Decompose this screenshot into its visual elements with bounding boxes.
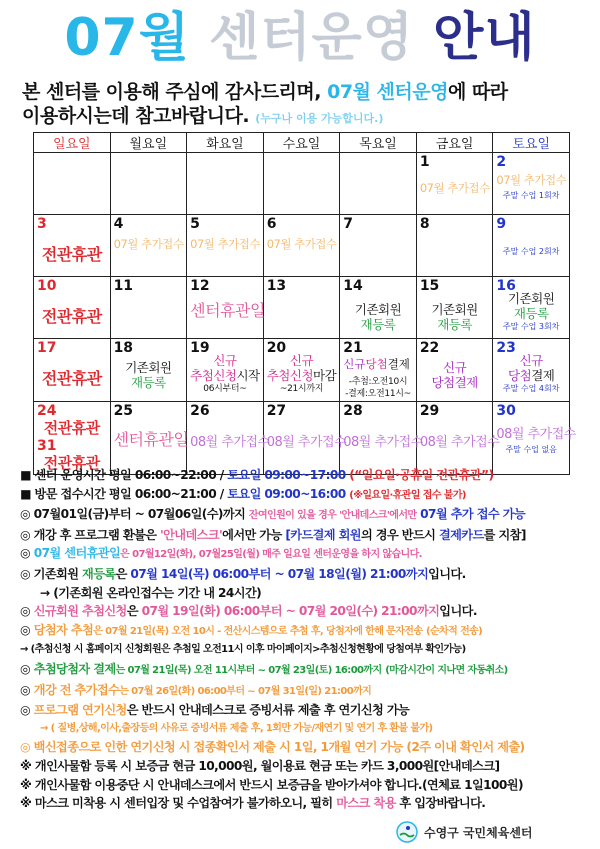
- title-month: 07월: [64, 8, 190, 68]
- day-cell: [263, 277, 340, 339]
- day-event: 전관휴관: [43, 419, 100, 437]
- calendar-table: [33, 132, 576, 475]
- notice-lottery: ◎ 신규회원 추첨신청은 07월 19일(화) 06:00부터 ~ 07월 20일(수) 21:00까지입니다.: [20, 604, 477, 619]
- notice-postpone: ◎ 프로그램 연기신청은 반드시 안내데스크로 증빙서류 제출 후 연기신청 가능: [20, 703, 410, 718]
- week-row: [34, 402, 570, 475]
- day-event: 신규: [213, 353, 237, 368]
- day-event: 당첨결제: [508, 368, 555, 383]
- weekday-wed: 수요일: [263, 133, 340, 153]
- day-cell-empty: [34, 153, 111, 215]
- day-event: 08월 추가접수: [419, 435, 500, 450]
- day-event: 재등록: [130, 375, 166, 390]
- day-number: 19: [190, 340, 210, 356]
- day-number: 1: [419, 154, 430, 170]
- day-number: 3: [37, 216, 47, 232]
- day-event-time: -추첨:오전10시: [348, 377, 408, 387]
- day-event: 07월 추가접수: [266, 237, 337, 251]
- day-cell: [34, 402, 111, 475]
- day-event: 신규: [289, 353, 314, 368]
- weekday-mon: 월요일: [110, 133, 187, 153]
- intro-line2: 이용하시는데 참고바랍니다. (누구나 이용 가능합니다.): [22, 105, 384, 127]
- day-cell: [416, 277, 493, 339]
- day-event: 전관휴관: [41, 369, 102, 388]
- day-number: 24: [37, 403, 57, 419]
- day-cell-empty: [340, 153, 417, 215]
- weekday-sun: 일요일: [34, 133, 111, 153]
- notice-reception: ■ 방문 접수시간 평일 06:00~21:00 / 토요일 09:00~16:00 (※일요일·휴관일 접수 불가): [20, 486, 466, 501]
- day-cell: [340, 277, 417, 339]
- day-number: 7: [343, 216, 353, 232]
- notice-locker-return: ※ 개인사물함 이용중단 시 안내데스크에서 반드시 보증금을 받아가셔야 합니다.(연체료 1일100원): [20, 777, 523, 792]
- day-number: 16: [496, 278, 516, 294]
- day-event: 재등록: [360, 317, 396, 332]
- day-number: 23: [496, 340, 516, 356]
- day-cell: [34, 339, 111, 402]
- day-number: 30: [496, 403, 516, 419]
- day-number: 31: [37, 438, 57, 454]
- weekday-thu: 목요일: [340, 133, 417, 153]
- day-event-time: ~21시까지: [279, 384, 324, 394]
- day-number: 22: [419, 340, 440, 356]
- day-number: 14: [343, 278, 363, 294]
- day-event: 07월 추가접수: [190, 237, 260, 251]
- day-event: 전관휴관: [41, 245, 102, 264]
- day-event: 기존회원: [431, 302, 478, 317]
- notice-closed-days: ◎ 07월 센터휴관일은 07월12일(화), 07월25일(월) 매주 일요일 센터운영을 하지 않습니다.: [20, 546, 422, 561]
- week-row: [34, 277, 570, 339]
- day-number: 27: [266, 403, 287, 419]
- day-event: 기존회원: [354, 302, 402, 317]
- day-number: 10: [37, 278, 57, 294]
- day-cell: [416, 402, 500, 475]
- day-event: 08월 추가접수: [190, 435, 270, 450]
- notice-payment: ◎ 추첨당첨자 결제는 07월 21일(목) 오전 11시부터 ~ 07월 23일(토) 16:00까지 (마감시간이 지나면 자동취소): [20, 661, 508, 676]
- footer-logo: [396, 820, 596, 844]
- day-cell: [263, 339, 340, 402]
- day-number: 20: [266, 340, 287, 356]
- day-class: 주말 수업 2회차: [502, 247, 560, 256]
- day-number: 6: [266, 216, 277, 232]
- day-number: 13: [266, 278, 287, 294]
- day-cell: [493, 339, 570, 402]
- day-cell: [340, 215, 417, 277]
- notice-late-reg: ◎ 개강 전 추가접수는 07월 26일(화) 06:00부터 ~ 07월 31일(일) 21:00까지: [20, 682, 372, 697]
- day-event: 센터휴관일: [113, 430, 189, 449]
- day-event: 재등록: [513, 306, 549, 321]
- day-cell: [110, 277, 187, 339]
- day-event: 07월 추가접수: [496, 173, 567, 187]
- day-event-time: -결제:오전11시~: [345, 389, 411, 399]
- day-number: 2: [496, 154, 507, 170]
- day-number: 4: [113, 216, 124, 232]
- day-event: 재등록: [437, 317, 472, 332]
- day-event: 전관휴관: [43, 454, 100, 472]
- day-cell-empty: [110, 153, 187, 215]
- day-event: 당첨결제: [431, 375, 478, 390]
- day-event: 신규: [519, 353, 543, 368]
- day-class: 주말 수업 없음: [505, 445, 557, 454]
- day-event: 추첨신청마감: [266, 368, 337, 383]
- day-cell: [263, 215, 340, 277]
- day-cell: [493, 215, 570, 277]
- day-cell: [493, 402, 576, 475]
- day-cell: [493, 277, 570, 339]
- day-cell-empty: [263, 153, 340, 215]
- day-number: 5: [190, 216, 200, 232]
- day-event-time: 06시부터~: [203, 384, 247, 394]
- day-class: 주말 수업 3회차: [502, 322, 560, 331]
- day-event: 신규: [443, 360, 467, 375]
- weekday-fri: 금요일: [416, 133, 493, 153]
- week-row: [34, 339, 570, 402]
- notice-rereg: ◎ 기존회원 재등록은 07월 14일(목) 06:00부터 ~ 07월 18일(월) 21:00까지입니다.: [20, 566, 466, 581]
- day-number: 29: [419, 403, 440, 419]
- notice-draw: ◎ 당첨자 추첨은 07월 21일(목) 오전 10시 - 전산시스템으로 추첨 후, 당첨자에 한해 문자전송 (순차적 전송): [20, 622, 483, 637]
- day-event: 07월 추가접수: [419, 181, 490, 195]
- notice-vaccine: ◎ 백신접종으로 인한 연기신청 시 접종확인서 제출 시 1일, 1개월 연기 가능 (2주 이내 확인서 제출): [20, 740, 525, 755]
- day-event: 08월 추가접수: [496, 427, 576, 442]
- day-event: 기존회원: [125, 360, 172, 375]
- day-class: 주말 수업 1회차: [502, 191, 560, 200]
- day-number: 18: [113, 340, 134, 356]
- notice-online: → (기존회원 온라인접수는 기간 내 24시간): [40, 585, 262, 600]
- day-event: 센터휴관일: [190, 301, 265, 320]
- day-number: 26: [190, 403, 210, 419]
- notice-homepage: → (추첨신청 시 홈페이지 신청회원은 추첨일 오전11시 이후 마이페이지>추첨신청현황에 당첨여부 확인가능): [20, 644, 466, 656]
- day-number: 9: [496, 216, 507, 232]
- day-cell: [34, 215, 111, 277]
- day-cell: [187, 339, 264, 402]
- day-event: 07월 추가접수: [113, 237, 184, 251]
- day-cell-empty: [187, 153, 264, 215]
- day-cell: [34, 277, 111, 339]
- day-event: 기존회원: [508, 291, 555, 306]
- day-cell: [416, 339, 493, 402]
- day-cell: [110, 215, 187, 277]
- notice-locker: ※ 개인사물함 등록 시 보증금 현금 10,000원, 월이용료 현금 또는 카드 3,000원[안내데스크]: [20, 758, 500, 773]
- week-row: [34, 153, 570, 215]
- notice-refund: ◎ 개강 후 프로그램 환불은 '안내데스크'에서만 가능 [카드결제 회원의 경우 반드시 결제카드를 지참]: [20, 527, 526, 542]
- notice-postpone-detail: → ( 질병,상해,이사,출장등의 사유로 증빙서류 제출 후, 1회만 가능/재연기 및 연기 후 환불 불가): [40, 722, 433, 734]
- day-cell: [263, 402, 347, 475]
- day-class: 주말 수업 4회차: [502, 384, 560, 393]
- title-notice: 안내: [433, 8, 536, 68]
- week-row: [34, 215, 570, 277]
- day-number: 28: [343, 403, 363, 419]
- day-number: 8: [419, 216, 430, 232]
- day-number: 25: [113, 403, 134, 419]
- swimmer-logo-icon: [396, 821, 418, 843]
- day-cell: [187, 277, 264, 339]
- day-number: 15: [419, 278, 440, 294]
- weekday-tue: 화요일: [187, 133, 264, 153]
- day-event: 전관휴관: [41, 307, 102, 326]
- page-title: [0, 6, 600, 70]
- day-event: 신규당첨결제: [343, 357, 410, 371]
- intro-line1: 본 센터를 이용해 주심에 감사드리며, 07월 센터운영에 따라: [22, 81, 508, 103]
- day-event: 08월 추가접수: [343, 435, 423, 450]
- day-cell: [110, 339, 187, 402]
- footer-org-name: 수영구 국민체육센터: [424, 825, 533, 840]
- notice-extra-reg: ◎ 07월01일(금)부터 ~ 07월06일(수)까지 잔여인원이 있을 경우 '안내데스크'에서만 07월 추가 접수 가능: [20, 507, 526, 522]
- day-cell: [416, 153, 493, 215]
- day-cell: [340, 339, 417, 402]
- intro-text: [22, 80, 592, 131]
- day-cell: [340, 402, 423, 475]
- intro-note: (누구나 이용 가능합니다.): [255, 112, 384, 125]
- weekday-header: [34, 133, 570, 153]
- day-cell: [187, 402, 270, 475]
- day-number: 17: [37, 340, 57, 356]
- day-number: 11: [113, 278, 134, 294]
- day-event: 추첨신청시작: [190, 368, 260, 383]
- notice-hours: ■ 센터 운영시간 평일 06:00~22:00 / 토요일 09:00~17:00 (“일요일·공휴일 전관휴관”): [20, 468, 494, 482]
- weekday-sat: 토요일: [493, 133, 570, 153]
- notice-list: [20, 466, 590, 813]
- title-center: 센터운영: [209, 8, 415, 68]
- day-number: 21: [343, 340, 363, 356]
- day-cell: [493, 153, 570, 215]
- day-cell: [416, 215, 493, 277]
- notice-mask: ※ 마스크 미착용 시 센터입장 및 수업참여가 불가하오니, 필히 마스크 착용 후 입장바랍니다.: [20, 796, 486, 811]
- day-event: 08월 추가접수: [266, 435, 347, 450]
- day-cell: [187, 215, 264, 277]
- day-number: 12: [190, 278, 210, 294]
- day-cell: [110, 402, 187, 475]
